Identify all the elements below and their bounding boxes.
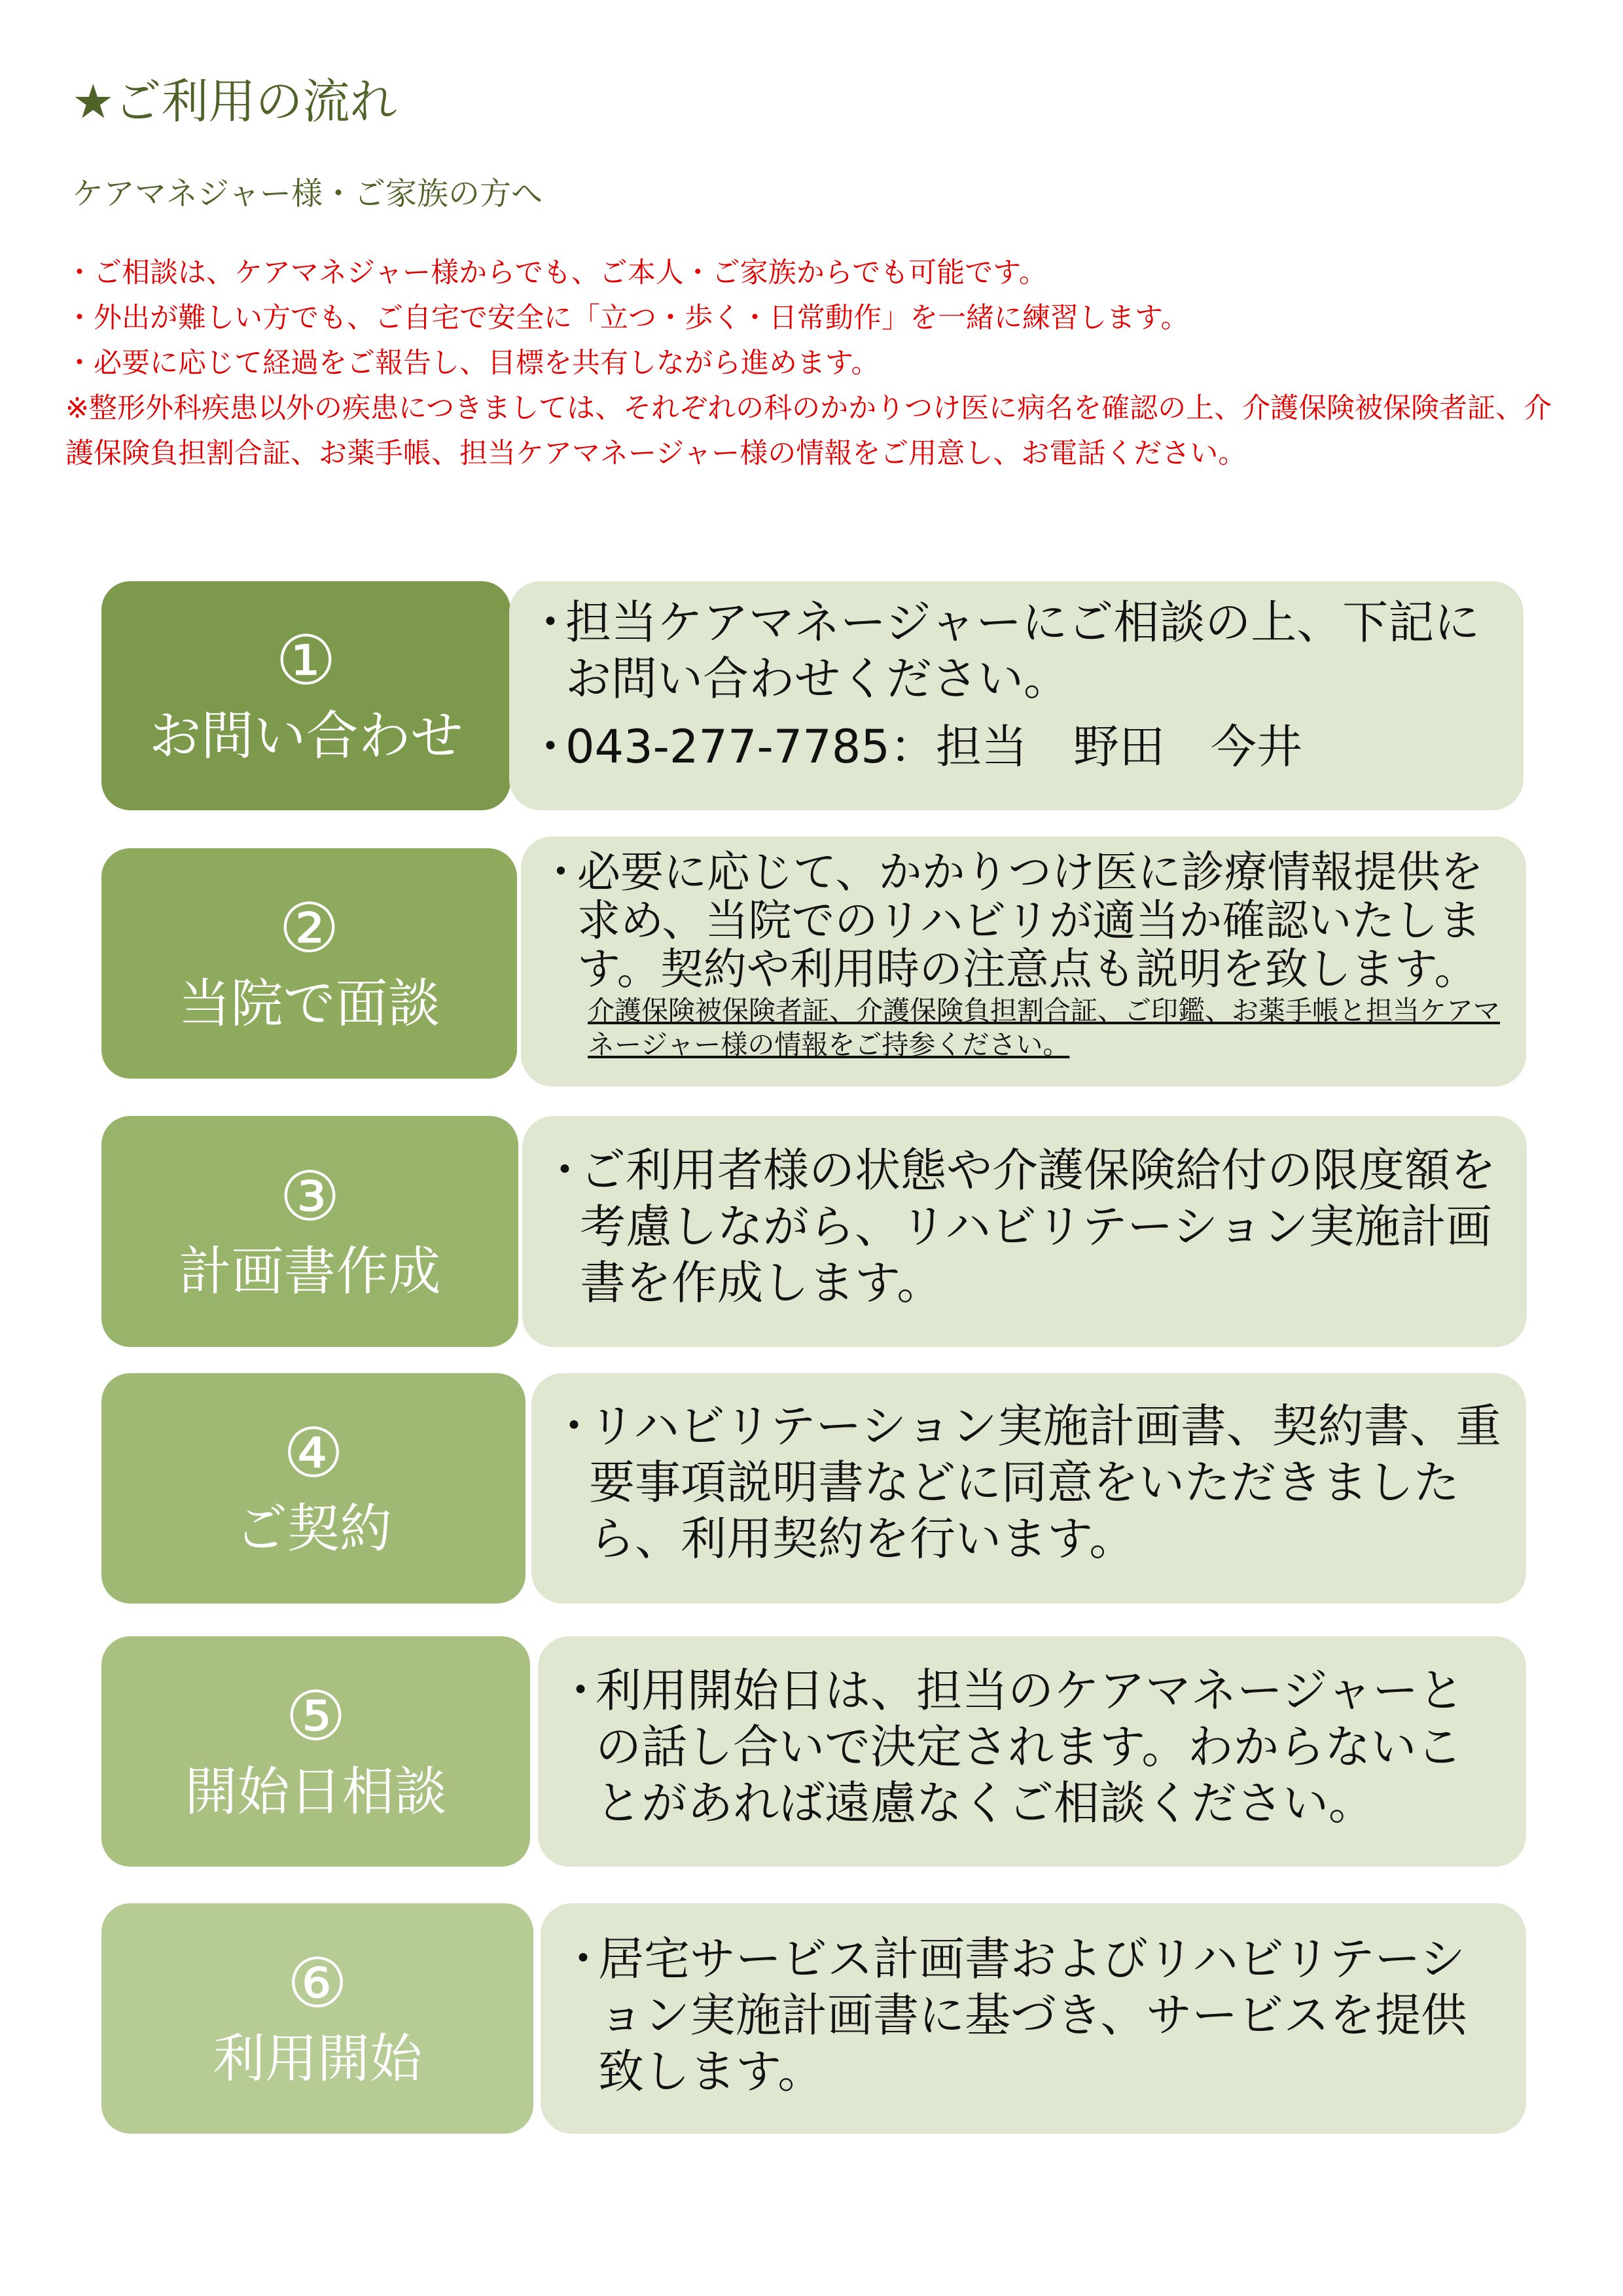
step-1-label: お問い合わせ: [149, 705, 463, 766]
step-4-bullet: [551, 1398, 1507, 1567]
page-subtitle: ケアマネジャー様・ご家族の方へ: [72, 175, 543, 212]
step-3-body: [522, 1116, 1527, 1347]
note-item: ・ご相談は、ケアマネジャー様からでも、ご本人・ご家族からでも可能です。: [65, 257, 1047, 289]
step-2-label-box: [101, 848, 517, 1079]
step-3-label: 計画書作成: [179, 1241, 441, 1302]
step-2-text: 必要に応じて、かかりつけ医に診療情報提供を求め、当院でのリハビリが適当か確認いたします。契約や利用時の注意点も説明を致します。: [577, 847, 1484, 994]
step-1-text: 担当ケアマネージャーにご相談の上、下記にお問い合わせください。: [565, 596, 1480, 706]
step-2-number: ②: [278, 888, 340, 969]
step-5-body: [538, 1636, 1526, 1867]
step-3-number: ③: [279, 1156, 341, 1236]
step-2-body: [521, 836, 1526, 1086]
step-1-phone-bullet: [527, 719, 1504, 775]
notes-list: [65, 251, 1571, 476]
step-5-text: 利用開始日は、担当のケアマネージャーとの話し合いで決定されます。わからないことがあれば遠慮なくご相談ください。: [596, 1664, 1465, 1830]
step-5-label-box: [101, 1636, 530, 1867]
bullet-mark: ・: [551, 1399, 597, 1453]
step-1-body: [509, 581, 1524, 810]
step-3-bullet: [542, 1142, 1507, 1311]
step-2-bullet: [539, 848, 1507, 994]
step-1-bullet: [527, 594, 1504, 707]
step-2-label: 当院で面談: [178, 973, 440, 1034]
step-4-label-box: [101, 1373, 526, 1604]
step-1-phone: 043-277-7785：担当 野田 今井: [565, 720, 1302, 774]
step-2-required-items: 介護保険被保険者証、介護保険負担割合証、ご印鑑、お薬手帳と担当ケアマネージャー様の情報をご持参ください。: [588, 995, 1500, 1060]
step-3-label-box: [101, 1116, 518, 1347]
step-6-number: ⑥: [287, 1943, 348, 2024]
bullet-mark: ・: [527, 720, 573, 774]
note-item: ※整形外科疾患以外の疾患につきましては、それぞれの科のかかりつけ医に病名を確認の上、介護保険被保険者証、介護保険負担割合証、お薬手帳、担当ケアマネージャー様の情報をご用意し、お電話ください。: [65, 392, 1552, 470]
step-5-label: 開始日相談: [185, 1761, 447, 1822]
step-5-number: ⑤: [285, 1676, 347, 1757]
step-6-label: 利用開始: [213, 2028, 422, 2089]
bullet-mark: ・: [558, 1664, 603, 1717]
bullet-mark: ・: [560, 1932, 606, 1986]
step-6-text: 居宅サービス計画書およびリハビリテーション実施計画書に基づき、サービスを提供致します。: [598, 1932, 1467, 2098]
step-4-label: ご契約: [235, 1498, 392, 1559]
bullet-mark: ・: [527, 596, 573, 649]
note-item: ・必要に応じて経過をご報告し、目標を共有しながら進めます。: [65, 347, 880, 380]
step-3-text: ご利用者様の状態や介護保険給付の限度額を考慮しながら、リハビリテーション実施計画書を作成します。: [580, 1143, 1496, 1310]
step-6-body: [541, 1903, 1526, 2134]
page-title: ★ご利用の流れ: [72, 74, 397, 129]
step-6-bullet: [560, 1931, 1507, 2100]
step-4-text: リハビリテーション実施計画書、契約書、重要事項説明書などに同意をいただきましたら、利用契約を行います。: [589, 1399, 1501, 1566]
note-item: ・外出が難しい方でも、ご自宅で安全に「立つ・歩く・日常動作」を一緒に練習します。: [65, 302, 1189, 334]
step-1-label-box: [101, 581, 510, 810]
step-1-number: ①: [275, 620, 337, 701]
bullet-mark: ・: [539, 847, 582, 897]
bullet-mark: ・: [542, 1143, 588, 1197]
step-5-bullet: [558, 1662, 1507, 1831]
step-6-label-box: [101, 1903, 533, 2134]
step-4-body: [531, 1373, 1526, 1604]
step-4-number: ④: [283, 1413, 344, 1494]
